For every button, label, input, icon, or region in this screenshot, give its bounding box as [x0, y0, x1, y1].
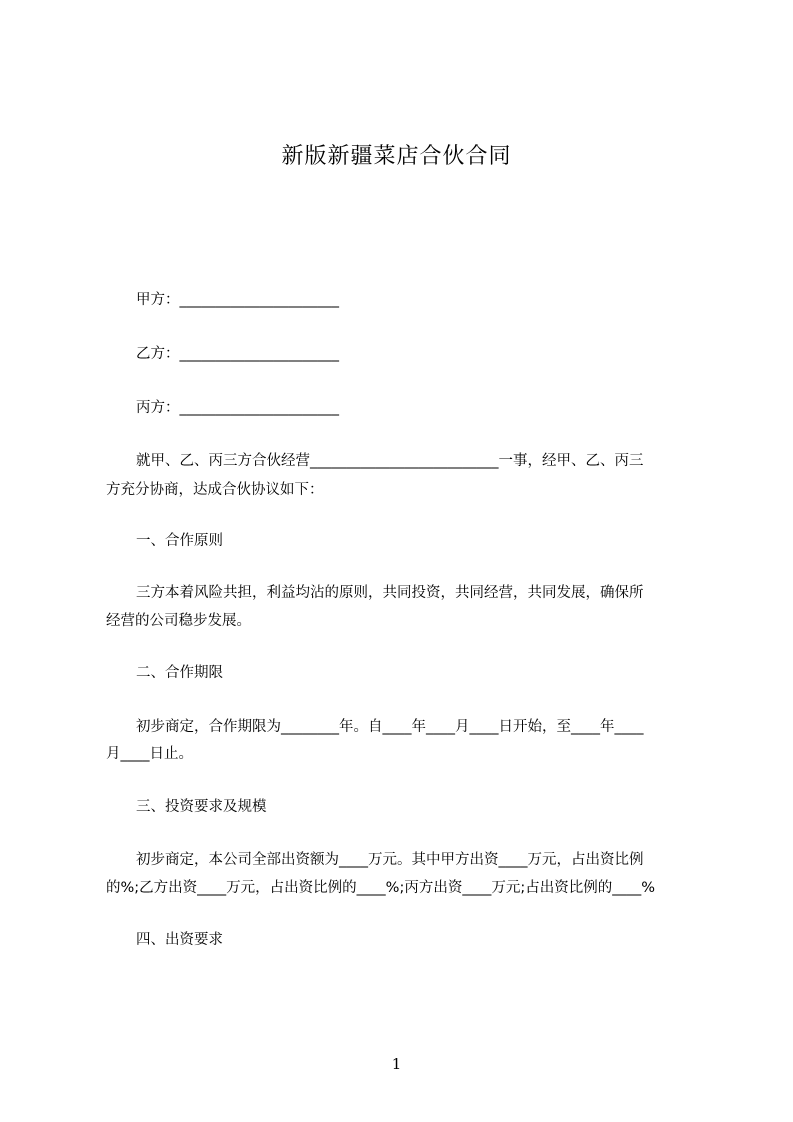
- intro-line-1: 就甲、乙、丙三方合伙经营__________________________一事，经甲、乙、丙三: [136, 453, 644, 469]
- section-4-heading: 四、出资要求: [136, 932, 223, 948]
- section-1-heading: 一、合作原则: [136, 533, 223, 549]
- section-3-line-2: 的%;乙方出资____万元，占出资比例的____%;丙方出资____万元;占出资比例的____%: [106, 880, 655, 896]
- party-b-line: 乙方：______________________: [136, 346, 339, 362]
- section-2-line-1: 初步商定，合作期限为________年。自____年____月____日开始，至____年____: [136, 719, 644, 735]
- section-1-line-1: 三方本着风险共担，利益均沾的原则，共同投资，共同经营，共同发展，确保所: [136, 585, 644, 601]
- section-2-line-2: 月____日止。: [106, 746, 193, 762]
- section-2-heading: 二、合作期限: [136, 665, 223, 681]
- party-c-line: 丙方：______________________: [136, 400, 339, 416]
- section-1-line-2: 经营的公司稳步发展。: [106, 613, 251, 629]
- document-title: 新版新疆菜店合伙合同: [281, 144, 512, 169]
- page-number: 1: [391, 1055, 402, 1073]
- intro-line-2: 方充分协商，达成合伙协议如下：: [106, 482, 324, 498]
- section-3-line-1: 初步商定，本公司全部出资额为____万元。其中甲方出资____万元，占出资比例: [136, 852, 644, 868]
- party-a-line: 甲方：______________________: [136, 292, 339, 308]
- section-3-heading: 三、投资要求及规模: [136, 799, 267, 815]
